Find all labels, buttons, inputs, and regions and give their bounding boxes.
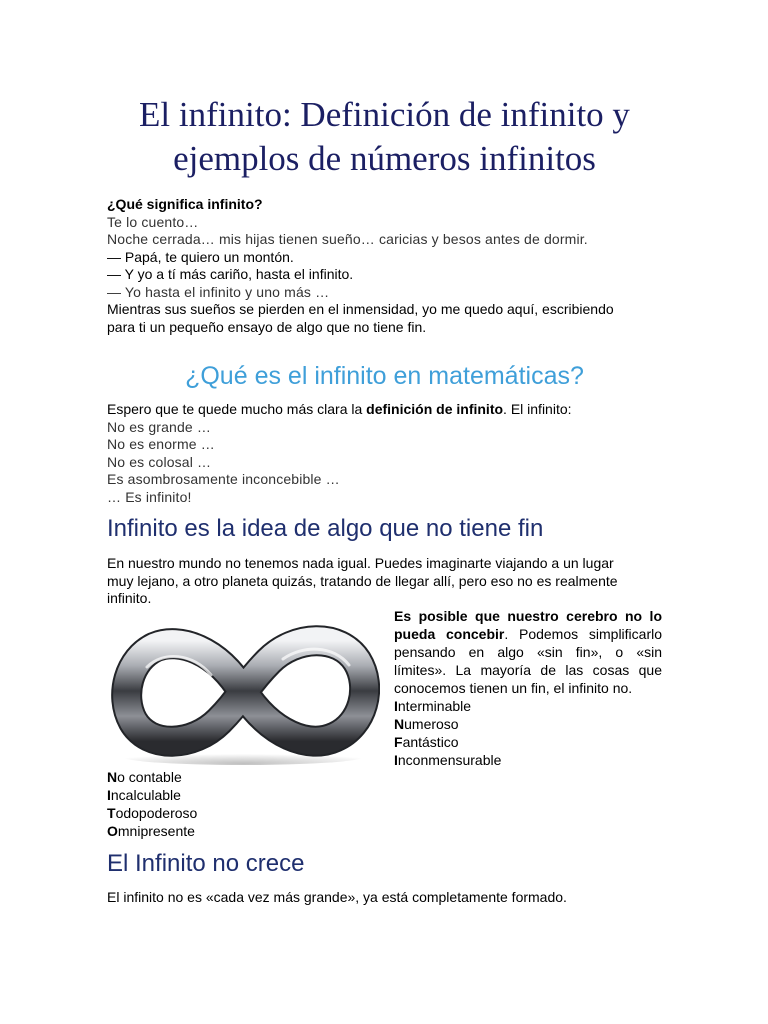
intro-line: — Y yo a tí más cariño, hasta el infinito. [107,266,354,282]
acrostic-item: Incalculable [107,787,181,803]
intro-line: Te lo cuento… [107,213,199,230]
section1-line: No es colosal … [107,453,212,470]
infinity-image [107,617,380,767]
page-title [107,93,662,181]
section1-lead: Espero que te quede mucho más clara la definición de infinito. El infinito: [107,401,572,417]
section1-line: … Es infinito! [107,488,192,505]
acrostic-item: Fantástico [394,734,459,750]
intro-line: — Papá, te quiero un montón. [107,248,294,265]
right-column-text [394,607,662,769]
section1-paragraph [107,401,662,506]
section1-line: No es grande … [107,418,212,435]
section2-line: muy lejano, a otro planeta quizás, tratando de llegar allí, pero eso no es realmente [107,572,618,589]
acrostic-item: Numeroso [394,716,459,732]
acrostic-item: Inconmensurable [394,752,502,768]
acrostic-item: Todopoderoso [107,805,198,821]
acrostic-item: Interminable [394,698,472,714]
right-line: pensando en algo «sin fin», o «sin [394,644,662,660]
right-line: límites». La mayoría de las cosas que [394,662,662,678]
right-line: Es posible que nuestro cerebro no lo [394,608,662,624]
section1-line: No es enorme … [107,436,215,452]
section3-paragraph: El infinito no es «cada vez más grande», ya está completamente formado. [107,889,567,905]
acrostic-item: Omnipresente [107,823,195,839]
intro-paragraph [107,196,662,336]
intro-line: Noche cerrada… mis hijas tienen sueño… caricias y besos antes de dormir. [107,231,588,247]
intro-line: para ti un pequeño ensayo de algo que no tiene fin. [107,318,427,335]
acrostic-item: No contable [107,769,182,785]
title-line-2: ejemplos de números infinitos [173,139,596,178]
section1-line: Es asombrosamente inconcebible … [107,471,340,487]
section-heading-idea: Infinito es la idea de algo que no tiene fin [107,515,544,542]
section-heading-matematicas: ¿Qué es el infinito en matemáticas? [185,362,584,390]
acrostic-left-list [107,768,197,840]
title-line-1: El infinito: Definición de infinito y [139,95,630,134]
right-line: conocemos tienen un fin, el infinito no. [394,680,633,696]
intro-line: — Yo hasta el infinito y uno más … [107,283,330,300]
infinity-symbol-icon [107,617,380,767]
bold-definicion: definición de infinito [366,401,504,417]
section2-line: infinito. [107,590,152,606]
section2-paragraph [107,555,662,608]
section2-line: En nuestro mundo no tenemos nada igual. Puedes imaginarte viajando a un lugar [107,555,614,571]
intro-line: Mientras sus sueños se pierden en el inmensidad, yo me quedo aquí, escribiendo [107,301,614,317]
bold-concebir: pueda concebir [394,626,505,642]
intro-question: ¿Qué significa infinito? [107,196,263,212]
section-heading-no-crece: El Infinito no crece [107,850,305,877]
right-line: pueda concebir. Podemos simplificarlo [394,626,663,642]
